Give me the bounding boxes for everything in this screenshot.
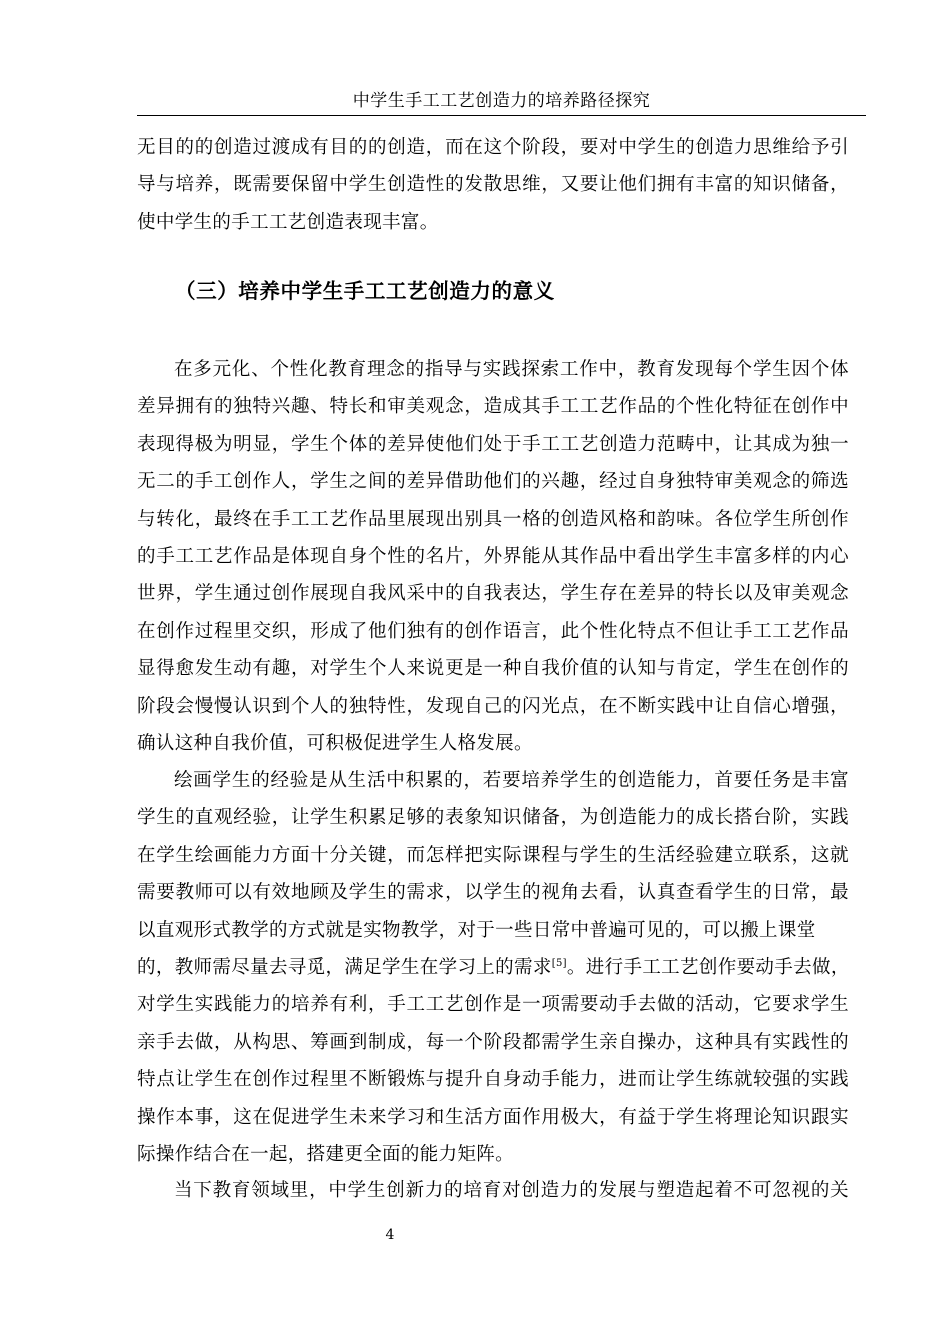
- text-line: 使中学生的手工工艺创造表现丰富。: [137, 211, 439, 233]
- section-heading: （三）培养中学生手工工艺创造力的意义: [175, 279, 555, 303]
- text-line: 学生的直观经验，让学生积累足够的表象知识储备，为创造能力的成长搭台阶，实践: [137, 807, 849, 829]
- citation-marker: [5]: [551, 957, 567, 969]
- text-line: 阶段会慢慢认识到个人的独特性，发现自己的闪光点，在不断实践中让自信心增强，: [137, 695, 849, 717]
- text-line: 无二的手工创作人，学生之间的差异借助他们的兴趣，经过自身独特审美观念的筛选: [137, 471, 849, 493]
- text-line: 无目的的创造过渡成有目的的创造，而在这个阶段，要对中学生的创造力思维给予引: [137, 137, 849, 158]
- text-line: 以直观形式教学的方式就是实物教学，对于一些日常中普遍可见的，可以搬上课堂: [137, 919, 816, 941]
- text-segment: 的，教师需尽量去寻觅，满足学生在学习上的需求: [137, 957, 552, 979]
- paragraph-1: [137, 351, 849, 762]
- header-rule: [137, 115, 866, 116]
- text-line: 与转化，最终在手工工艺作品里展现出别具一格的创造风格和韵味。各位学生所创作: [137, 508, 849, 530]
- text-line: 表现得极为明显，学生个体的差异使他们处于手工工艺创造力范畴中，让其成为独一: [137, 433, 849, 455]
- text-line: 在学生绘画能力方面十分关键，而怎样把实际课程与学生的生活经验建立联系，这就: [137, 844, 849, 866]
- page-number: 4: [385, 1227, 395, 1243]
- text-line: 对学生实践能力的培养有利，手工工艺创作是一项需要动手去做的活动，它要求学生: [137, 994, 849, 1016]
- text-line: 在多元化、个性化教育理念的指导与实践探索工作中，教育发现每个学生因个体: [174, 359, 849, 380]
- running-header: 中学生手工工艺创造力的培养路径探究: [352, 91, 651, 111]
- text-line-with-citation: [137, 949, 849, 986]
- text-line: 差异拥有的独特兴趣、特长和审美观念，造成其手工工艺作品的个性化特征在创作中: [137, 396, 849, 418]
- text-line: 世界，学生通过创作展现自我风采中的自我表达，学生存在差异的特长以及审美观念: [137, 583, 849, 605]
- text-line: 特点让学生在创作过程里不断锻炼与提升自身动手能力，进而让学生练就较强的实践: [137, 1069, 849, 1091]
- text-segment: 。进行手工工艺创作要动手去做，: [566, 957, 850, 979]
- text-line: 际操作结合在一起，搭建更全面的能力矩阵。: [137, 1144, 515, 1166]
- text-line: 在创作过程里交织，形成了他们独有的创作语言，此个性化特点不但让手工工艺作品: [137, 620, 849, 642]
- text-line: 操作本事，这在促进学生未来学习和生活方面作用极大，有益于学生将理论知识跟实: [137, 1106, 849, 1128]
- intro-paragraph: [137, 129, 849, 241]
- text-line: 需要教师可以有效地顾及学生的需求，以学生的视角去看，认真查看学生的日常，最: [137, 882, 849, 904]
- text-line: 显得愈发生动有趣，对学生个人来说更是一种自我价值的认知与肯定，学生在创作的: [137, 658, 849, 680]
- text-line: 亲手去做，从构思、筹画到制成，每一个阶段都需学生亲自操办，这种具有实践性的: [137, 1031, 849, 1053]
- text-line: 的手工工艺作品是体现自身个性的名片，外界能从其作品中看出学生丰富多样的内心: [137, 546, 849, 568]
- text-line: 导与培养，既需要保留中学生创造性的发散思维，又要让他们拥有丰富的知识储备，: [137, 174, 849, 196]
- text-line: 绘画学生的经验是从生活中积累的，若要培养学生的创造能力，首要任务是丰富: [174, 770, 849, 791]
- paragraph-3: [137, 1172, 849, 1209]
- text-line: 当下教育领域里，中学生创新力的培育对创造力的发展与塑造起着不可忽视的关: [174, 1180, 849, 1201]
- text-line: 确认这种自我价值，可积极促进学生人格发展。: [137, 733, 533, 755]
- paragraph-2: [137, 762, 849, 1173]
